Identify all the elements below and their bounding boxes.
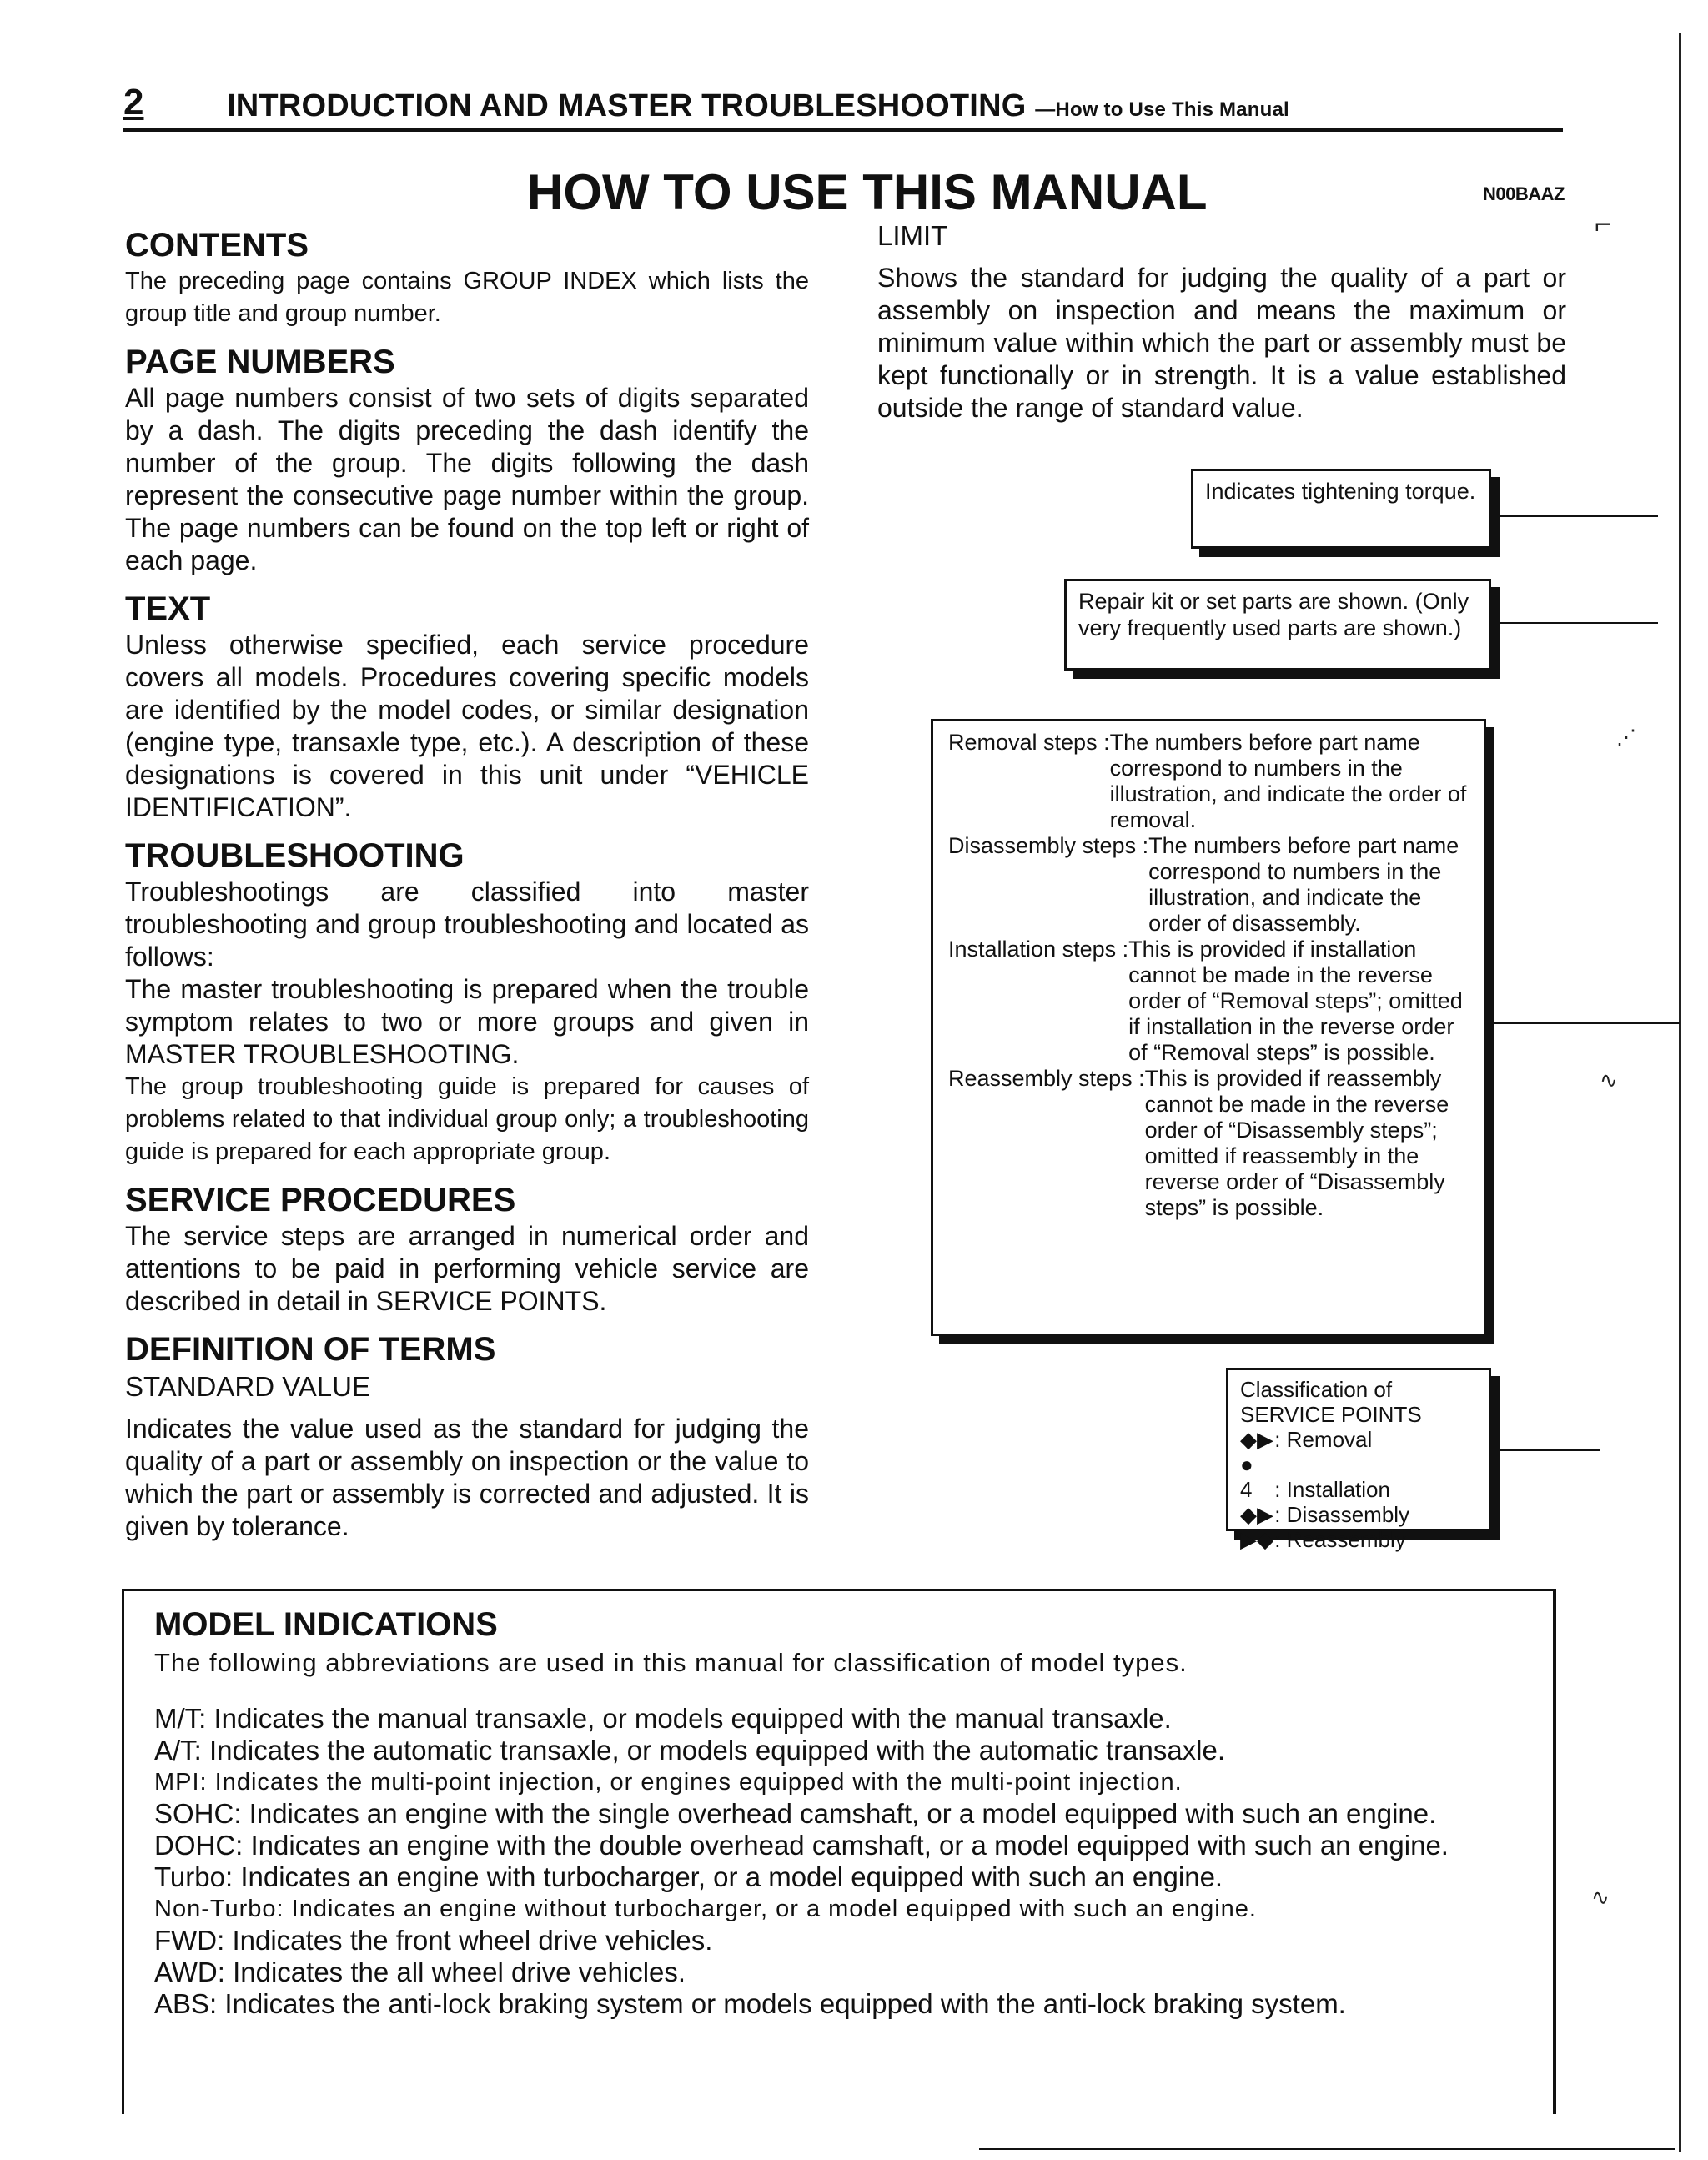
abbr-dohc: DOHC: Indicates an engine with the double overhead camshaft, or a model equipped with such an engine. [154,1830,1449,1861]
header-rule [123,128,1563,132]
torque-leader-line [1500,515,1658,517]
removal-symbol-icon: ◆▶ [1240,1427,1273,1452]
model-indications-heading: MODEL INDICATIONS [154,1606,498,1643]
model-indications-box [122,1589,1556,2114]
service-point-installation: ● 4 : Installation [1240,1452,1390,1502]
troubleshooting-text-3: The group troubleshooting guide is prepared for causes of problems related to that individual group only; a troubleshooting guide is prepared for each appropriate group. [125,1073,809,1165]
installation-steps: Installation steps : This is provided if installation cannot be made in the reverse order of “Removal steps”; omitted if installation in the reverse order of “Removal steps” is possible. [948,937,1463,1065]
limit-heading: LIMIT [877,220,948,251]
definition-heading: DEFINITION OF TERMS [125,1331,496,1368]
scan-mark: ⌐ [1595,208,1611,240]
running-head-title: INTRODUCTION AND MASTER TROUBLESHOOTING [227,88,1027,123]
scan-mark: ∿ [1600,1067,1618,1093]
contents-heading: CONTENTS [125,227,309,264]
disassembly-steps: Disassembly steps : The numbers before part name correspond to numbers in the illustration, and indicate the order of disassembly. [948,833,1459,936]
page-edge-line [1679,33,1681,2152]
service-points-callout [1226,1368,1491,1552]
standard-value-heading: STANDARD VALUE [125,1371,371,1402]
abbr-at: A/T: Indicates the automatic transaxle, or models equipped with the automatic transaxle. [154,1735,1226,1766]
abbr-fwd: FWD: Indicates the front wheel drive vehicles. [154,1925,713,1956]
troubleshooting-heading: TROUBLESHOOTING [125,837,465,874]
contents-text: The preceding page contains GROUP INDEX which lists the group title and group number. [125,268,809,327]
left-column [125,219,809,1543]
scan-mark: ∿ [1591,1885,1610,1910]
limit-text: Shows the standard for judging the quality of a part or assembly on inspection and means the maximum or minimum value within which the part or assembly must be kept functionally or in strength. It is a value established outside the range of standard value. [877,263,1566,423]
service-point-removal: ◆▶ : Removal [1240,1427,1373,1452]
service-procedures-text: The service steps are arranged in numerical order and attentions to be paid in performing vehicle service are described in detail in SERVICE POINTS. [125,1221,809,1316]
abbr-non-turbo: Non-Turbo: Indicates an engine without turbocharger, or a model equipped with such an engine. [154,1896,1257,1922]
reassembly-steps: Reassembly steps : This is provided if reassembly cannot be made in the reverse order of “Disassembly steps”; omitted if reassembly in the reverse order of “Disassembly steps” is possible. [948,1066,1449,1220]
page-title: HOW TO USE THIS MANUAL [527,164,1208,220]
abbr-abs: ABS: Indicates the anti-lock braking system or models equipped with the anti-lock braking system. [154,1988,1346,2019]
troubleshooting-text-1: Troubleshootings are classified into master troubleshooting and group troubleshooting and located as follows: [125,877,809,972]
bottom-rule [979,2148,1675,2150]
scan-mark: ⋰ [1616,726,1636,749]
text-text: Unless otherwise specified, each service procedure covers all models. Procedures covering specific models are identified by the model codes, or similar designation (engine type, transaxle type, etc.). A description of these designations is covered in this unit under “VEHICLE IDENTIFICATION”. [125,630,809,822]
disassembly-symbol-icon: ◆▶ [1240,1502,1273,1527]
repair-kit-callout [1064,579,1491,671]
model-indications-intro: The following abbreviations are used in this manual for classification of model types. [154,1648,1188,1677]
document-code: N00BAAZ [1483,183,1565,204]
service-point-disassembly: ◆▶ : Disassembly [1240,1502,1410,1527]
standard-value-text: Indicates the value used as the standard for judging the quality of a part or assembly on inspection or the value to which the part or assembly is corrected and adjusted. It is given by tolerance. [125,1414,809,1541]
steps-leader-line [1494,1022,1680,1024]
abbr-sohc: SOHC: Indicates an engine with the single overhead camshaft, or a model equipped with such an engine. [154,1798,1437,1829]
steps-callout [931,719,1486,1336]
abbr-turbo: Turbo: Indicates an engine with turbocharger, or a model equipped with such an engine. [154,1861,1223,1892]
troubleshooting-text-2: The master troubleshooting is prepared when the trouble symptom relates to two or more groups and given in MASTER TROUBLESHOOTING. [125,974,809,1069]
page-numbers-text: All page numbers consist of two sets of digits separated by a dash. The digits preceding the dash identify the number of the group. The digits following the dash represent the consecutive page number within the group. The page numbers can be found on the top left or right of each page. [125,383,809,575]
repair-kit-callout-text: Repair kit or set parts are shown. (Only very frequently used parts are shown.) [1078,589,1469,640]
service-point-reassembly: ▶◆ : Reassembly [1240,1527,1406,1552]
torque-callout [1191,469,1491,549]
page-number: 2 [123,82,144,123]
right-column [877,219,1566,424]
running-head-subtitle: —How to Use This Manual [1035,98,1289,121]
page-numbers-heading: PAGE NUMBERS [125,344,395,380]
reassembly-symbol-icon: ▶◆ [1240,1527,1273,1552]
running-head [227,88,1289,124]
torque-callout-text: Indicates tightening torque. [1205,479,1476,504]
repair-kit-leader-line [1500,622,1658,624]
installation-symbol-icon: ● 4 [1240,1452,1253,1502]
abbr-mt: M/T: Indicates the manual transaxle, or models equipped with the manual transaxle. [154,1703,1172,1734]
service-procedures-heading: SERVICE PROCEDURES [125,1182,516,1218]
abbr-mpi: MPI: Indicates the multi-point injection, or engines equipped with the multi-point injection. [154,1769,1183,1796]
service-points-leader-line [1500,1449,1600,1451]
service-points-title: Classification of SERVICE POINTS [1240,1377,1422,1427]
text-heading: TEXT [125,590,211,627]
abbr-awd: AWD: Indicates the all wheel drive vehicles. [154,1957,686,1987]
removal-steps: Removal steps : The numbers before part name correspond to numbers in the illustration, and indicate the order of removal. [948,730,1467,832]
